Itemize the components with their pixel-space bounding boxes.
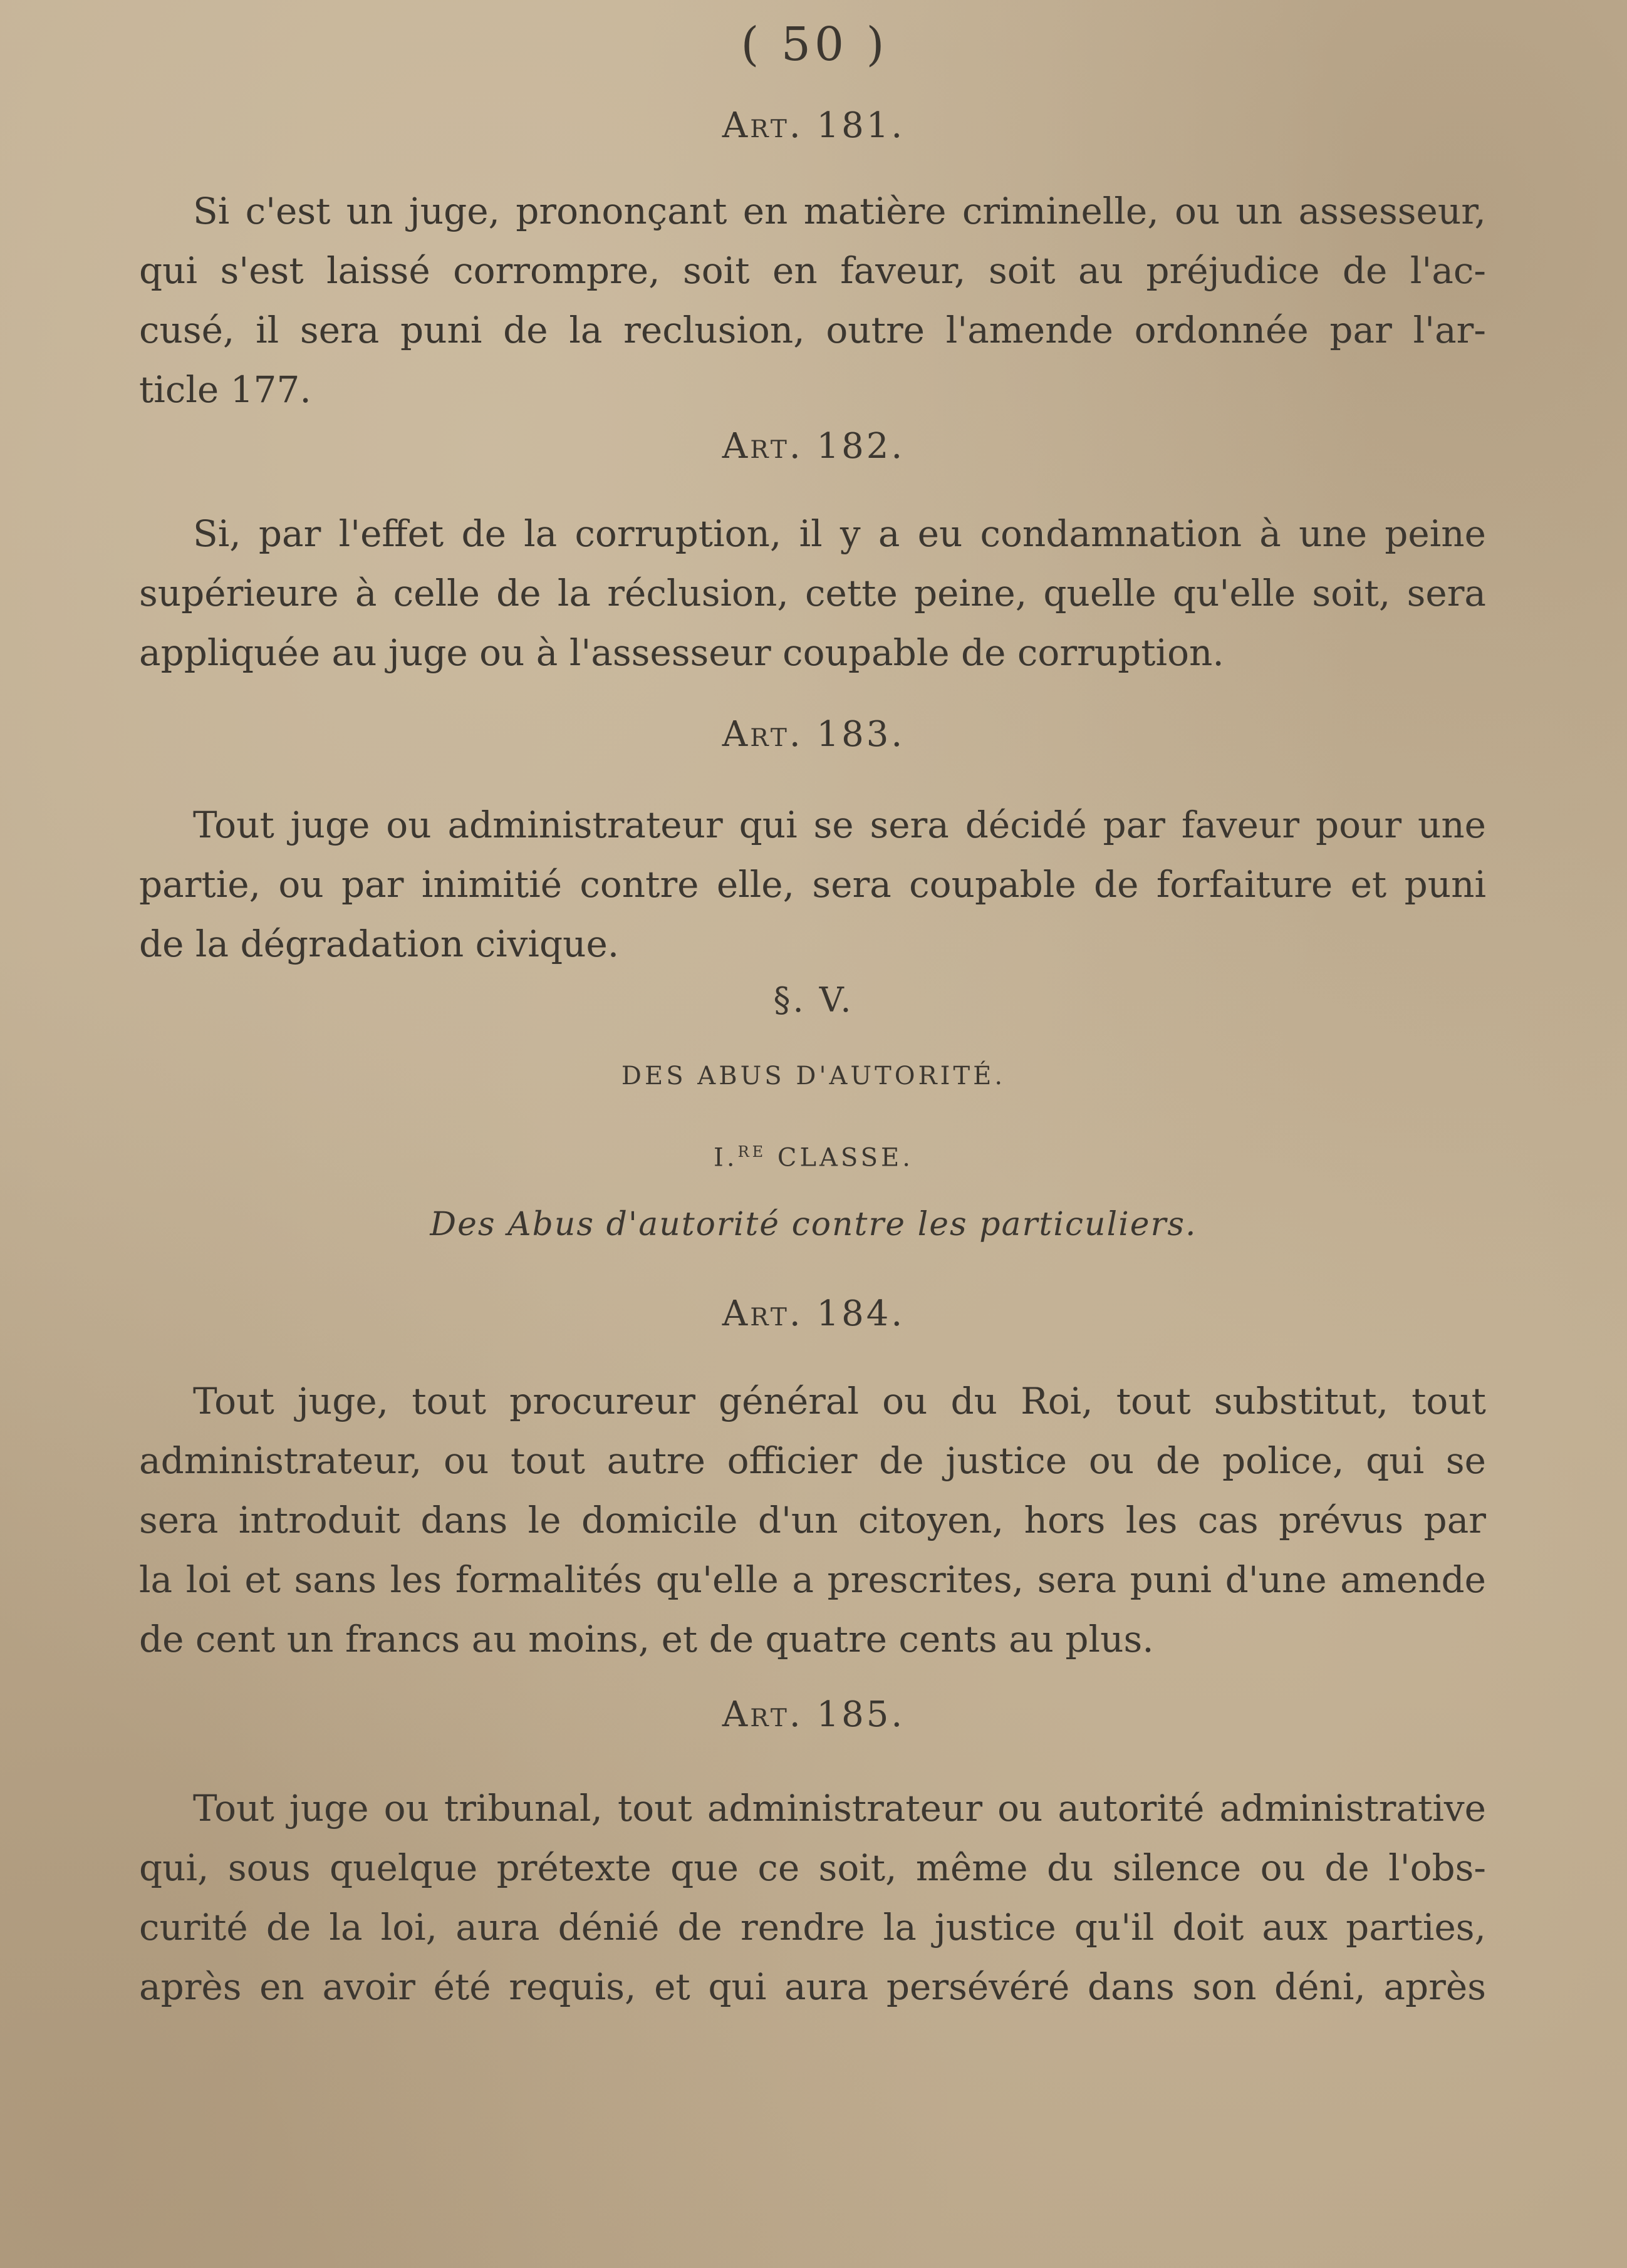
text-line: Tout juge ou tribunal, tout administrateur ou autorité administrative [193,1787,1486,1830]
article-body [139,182,1486,420]
text-line: après en avoir été requis, et qui aura persévéré dans son déni, après [139,1965,1486,2008]
article-heading: Art. 185. [722,1694,905,1735]
text-line: cusé, il sera puni de la reclusion, outre l'amende ordonnée par l'ar- [139,309,1486,351]
class-number: I. [714,1143,738,1173]
class-word: CLASSE. [777,1143,913,1173]
text-line: qui s'est laissé corrompre, soit en faveur, soit au préjudice de l'ac- [139,249,1486,292]
class-heading [0,1143,1627,1172]
text-line: Si c'est un juge, prononçant en matière criminelle, ou un assesseur, [193,190,1486,232]
section-subtitle: Des Abus d'autorité contre les particuliers. [430,1206,1197,1243]
text-line: administrateur, ou tout autre officier de justice ou de police, qui se [139,1439,1486,1482]
text-line: de cent un francs au moins, et de quatre cents au plus. [139,1618,1154,1660]
section-title: DES ABUS D'AUTORITÉ. [621,1062,1006,1090]
article-body [139,1779,1486,2017]
page-number: ( 50 ) [741,18,888,71]
article-heading: Art. 182. [722,426,905,467]
text-line: de la dégradation civique. [139,923,620,965]
text-line: curité de la loi, aura dénié de rendre la justice qu'il doit aux parties, [139,1906,1486,1949]
text-line: Tout juge ou administrateur qui se sera décidé par faveur pour une [193,804,1486,846]
text-line: supérieure à celle de la réclusion, cette peine, quelle qu'elle soit, sera [139,572,1486,614]
article-body [139,1372,1486,1669]
article-heading: Art. 183. [722,714,905,755]
text-line: Tout juge, tout procureur général ou du Roi, tout substitut, tout [193,1380,1486,1422]
article-heading: Art. 181. [722,105,905,146]
text-line: partie, ou par inimitié contre elle, sera coupable de forfaiture et puni [139,863,1486,906]
article-heading: Art. 184. [722,1293,905,1334]
section-mark: §. V. [773,980,854,1020]
text-line: la loi et sans les formalités qu'elle a prescrites, sera puni d'une amende [139,1558,1486,1601]
text-line: appliquée au juge ou à l'assesseur coupable de corruption. [139,631,1224,674]
text-line: Si, par l'effet de la corruption, il y a eu condamnation à une peine [193,512,1486,555]
article-body [139,795,1486,974]
text-line: qui, sous quelque prétexte que ce soit, même du silence ou de l'obs- [139,1846,1486,1889]
article-body [139,504,1486,683]
text-line: ticle 177. [139,368,311,411]
text-line: sera introduit dans le domicile d'un citoyen, hors les cas prévus par [139,1499,1486,1541]
class-superscript: RE [737,1143,767,1161]
